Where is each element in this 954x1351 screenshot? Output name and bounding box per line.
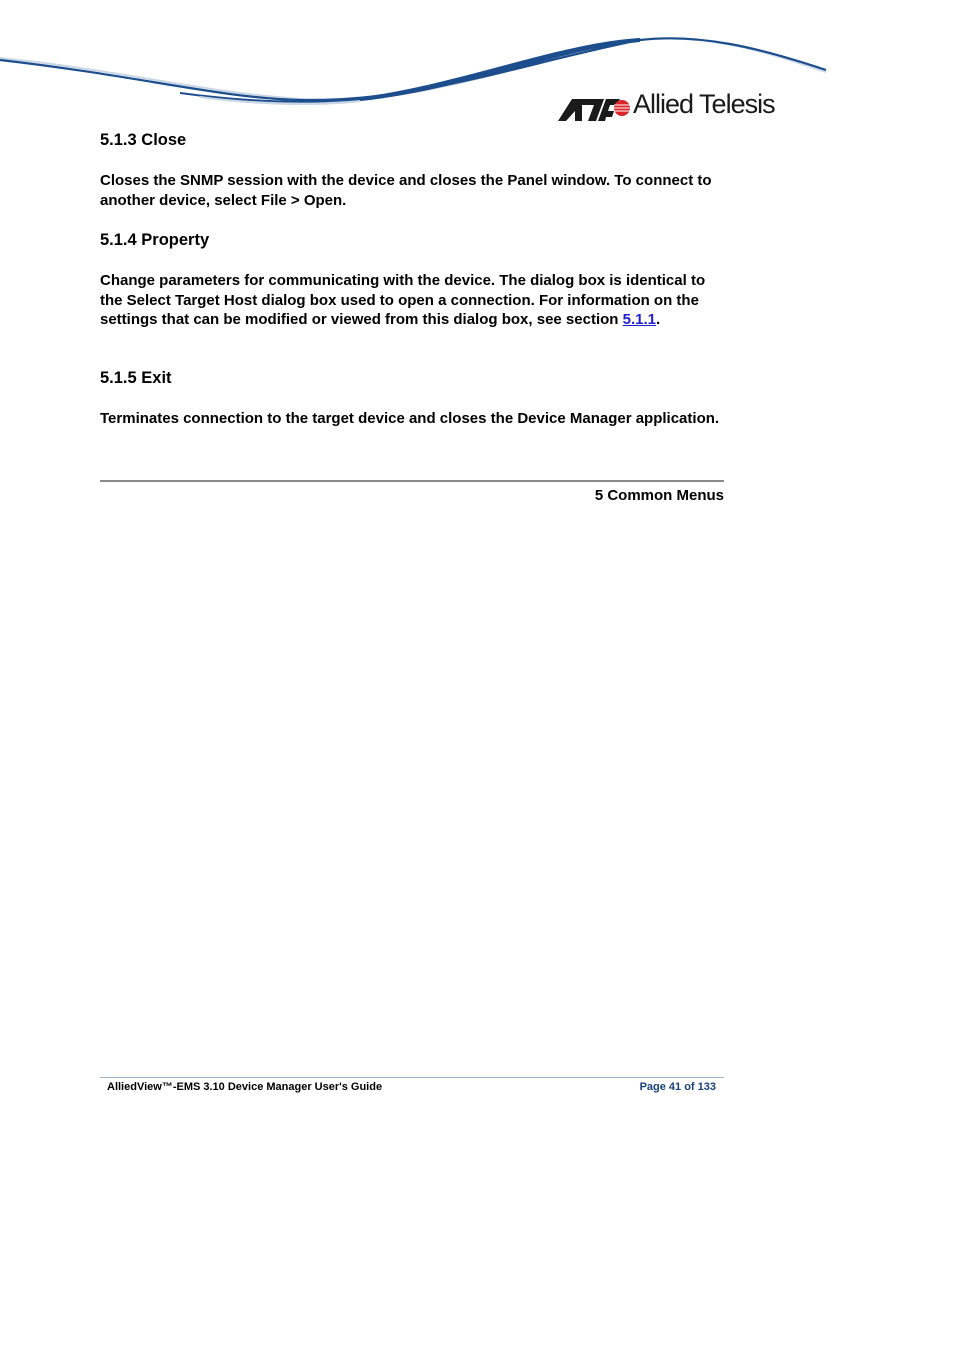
heading-exit: 5.1.5 Exit [100, 369, 172, 387]
document-title: AlliedView™-EMS 3.10 Device Manager User's Guide [107, 1081, 383, 1093]
heading-property: 5.1.4 Property [100, 231, 210, 249]
heading-close: 5.1.3 Close [100, 131, 187, 149]
logo-wordmark: Allied Telesis [633, 89, 775, 119]
paragraph-exit: Terminates connection to the target device and closes the Device Manager application. [100, 410, 720, 427]
section-divider [100, 480, 724, 482]
paragraph-property-end: . [655, 311, 661, 329]
paragraph-property-text: Change parameters for communicating with the device. The dialog box is identical to the Select Target Host dialog box used to open a connection. For information on the settings that can be modified or viewed from this dialog box, see section [100, 272, 706, 329]
paragraph-close: Closes the SNMP session with the device and closes the Panel window. To connect to another device, select File > Open. [100, 172, 712, 209]
paragraph-property [100, 271, 724, 330]
header-swoosh-graphic [0, 0, 954, 140]
logo-mark-icon [558, 97, 630, 121]
footer-divider [100, 1077, 724, 1078]
chapter-label: 5 Common Menus [594, 487, 724, 504]
section-link-5-1-1[interactable]: 5.1.1 [622, 311, 656, 329]
allied-telesis-logo [558, 89, 783, 127]
page-number: Page 41 of 133 [639, 1081, 716, 1093]
